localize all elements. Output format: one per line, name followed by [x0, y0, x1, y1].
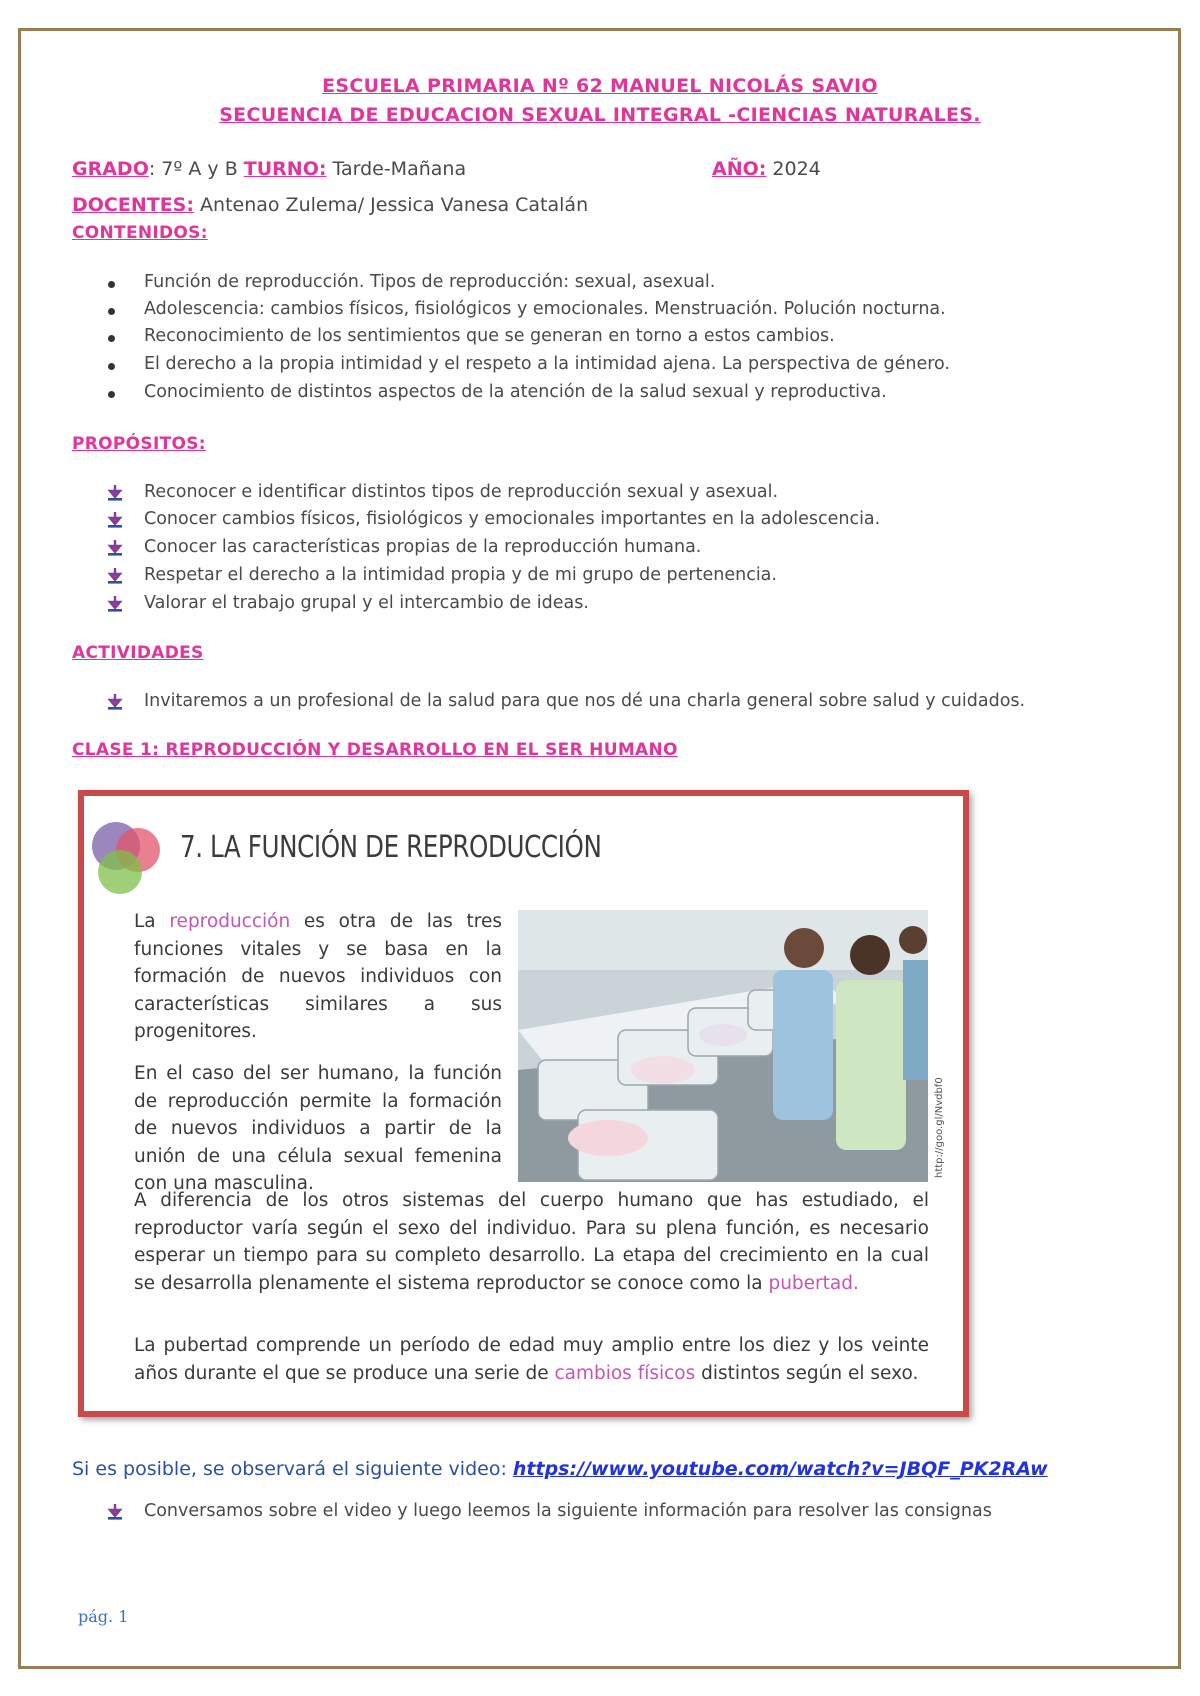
actividades-heading: ACTIVIDADES	[72, 643, 204, 663]
arrow-bullet-icon	[106, 595, 124, 613]
highlight-reproduccion: reproducción	[169, 911, 291, 932]
grado-row	[72, 158, 466, 180]
propositos-heading: PROPÓSITOS:	[72, 434, 206, 454]
highlight-cambios: cambios físicos	[554, 1362, 696, 1384]
anio-value: 2024	[766, 158, 821, 180]
highlight-pubertad: pubertad.	[768, 1272, 859, 1294]
contenidos-heading: CONTENIDOS:	[72, 223, 208, 243]
page-number: pág. 1	[78, 1607, 129, 1626]
textbook-figure	[78, 790, 969, 1417]
docentes-value: Antenao Zulema/ Jessica Vanesa Catalán	[193, 194, 589, 216]
bullet-icon	[108, 308, 115, 315]
list-item	[104, 382, 950, 409]
list-item	[104, 593, 880, 620]
figure-paragraph-2: En el caso del ser humano, la función de reproducción permite la formación de nuevos individuos a partir de la unión de una célula sexual femenina con una masculina.	[134, 1063, 502, 1194]
docentes-label: DOCENTES:	[72, 194, 194, 216]
arrow-bullet-icon	[106, 484, 124, 502]
list-item-text: Reconocer e identificar distintos tipos de reproducción sexual y asexual.	[144, 482, 779, 502]
bullet-icon	[108, 281, 115, 288]
list-item	[104, 299, 950, 326]
list-item-text: Respetar el derecho a la intimidad propia y de mi grupo de pertenencia.	[144, 565, 777, 585]
sequence-title: SECUENCIA DE EDUCACION SEXUAL INTEGRAL -CIENCIAS NATURALES.	[219, 104, 981, 126]
video-line	[72, 1458, 1048, 1480]
arrow-bullet-icon	[106, 511, 124, 529]
logo-circles-icon	[86, 816, 178, 898]
nursery-photo	[518, 910, 928, 1182]
list-item-text: Valorar el trabajo grupal y el intercambio de ideas.	[144, 593, 589, 613]
actividades-list	[104, 691, 1025, 719]
grado-label: GRADO	[72, 158, 149, 180]
list-item-text: El derecho a la propia intimidad y el respeto a la intimidad ajena. La perspectiva de género.	[144, 354, 950, 374]
photo-credit: http://goo.gl/Nvdbf0	[934, 1077, 945, 1178]
bullet-icon	[108, 363, 115, 370]
clase-heading: CLASE 1: REPRODUCCIÓN Y DESARROLLO EN EL SER HUMANO	[72, 740, 678, 760]
list-item	[104, 1501, 992, 1529]
grado-value: : 7º A y B	[148, 158, 244, 180]
anio-label: AÑO:	[712, 158, 767, 180]
video-text: Si es posible, se observará el siguiente video:	[72, 1458, 513, 1480]
list-item-text: Reconocimiento de los sentimientos que se generan en torno a estos cambios.	[144, 326, 835, 346]
figure-paragraph-4: La pubertad comprende un período de edad muy amplio entre los diez y los veinte años durante el que se produce una serie de cambios físicos distintos según el sexo.	[134, 1335, 929, 1384]
list-item-text: Adolescencia: cambios físicos, fisiológicos y emocionales. Menstruación. Polución nocturna.	[144, 299, 946, 319]
list-item-text: Conversamos sobre el video y luego leemos la siguiente información para resolver las consignas	[144, 1501, 992, 1521]
list-item-text: Invitaremos a un profesional de la salud para que nos dé una charla general sobre salud y cuidados.	[144, 691, 1026, 711]
video-link[interactable]: https://www.youtube.com/watch?v=JBQF_PK2RAw	[512, 1458, 1048, 1480]
list-item-text: Función de reproducción. Tipos de reproducción: sexual, asexual.	[144, 272, 716, 292]
arrow-bullet-icon	[106, 1503, 124, 1521]
turno-label: TURNO:	[243, 158, 327, 180]
list-item	[104, 326, 950, 354]
list-item	[104, 537, 880, 565]
conversamos-list	[104, 1501, 992, 1529]
list-item	[104, 691, 1025, 719]
figure-title: 7. LA FUNCIÓN DE REPRODUCCIÓN	[180, 830, 602, 865]
arrow-bullet-icon	[106, 567, 124, 585]
arrow-bullet-icon	[106, 693, 124, 711]
anio-row	[712, 158, 821, 180]
figure-paragraph-3: A diferencia de los otros sistemas del cuerpo humano que has estudiado, el reproductor varía según el sexo del individuo. Para su plena función, es necesario esperar un tiempo para su completo desarrollo. La etapa del crecimiento en la cual se desarrolla plenamente el sistema reproductor se conoce como la pubertad.	[134, 1190, 929, 1294]
bullet-icon	[108, 391, 115, 398]
school-title: ESCUELA PRIMARIA Nº 62 MANUEL NICOLÁS SAVIO	[322, 75, 878, 97]
docentes-row	[72, 194, 588, 216]
arrow-bullet-icon	[106, 539, 124, 557]
contenidos-list	[104, 272, 950, 409]
figure-paragraph-1: La reproducción es otra de las tres funciones vitales y se basa en la formación de nuevos individuos con características similares a sus progenitores.	[134, 911, 502, 1042]
list-item	[104, 482, 880, 509]
bullet-icon	[108, 335, 115, 342]
turno-value: Tarde-Mañana	[326, 158, 467, 180]
list-item-text: Conocer cambios físicos, fisiológicos y emocionales importantes en la adolescencia.	[144, 509, 881, 529]
list-item-text: Conocimiento de distintos aspectos de la atención de la salud sexual y reproductiva.	[144, 382, 887, 402]
list-item	[104, 354, 950, 382]
list-item	[104, 509, 880, 537]
list-item	[104, 272, 950, 299]
list-item	[104, 565, 880, 593]
list-item-text: Conocer las características propias de la reproducción humana.	[144, 537, 702, 557]
propositos-list	[104, 482, 880, 620]
